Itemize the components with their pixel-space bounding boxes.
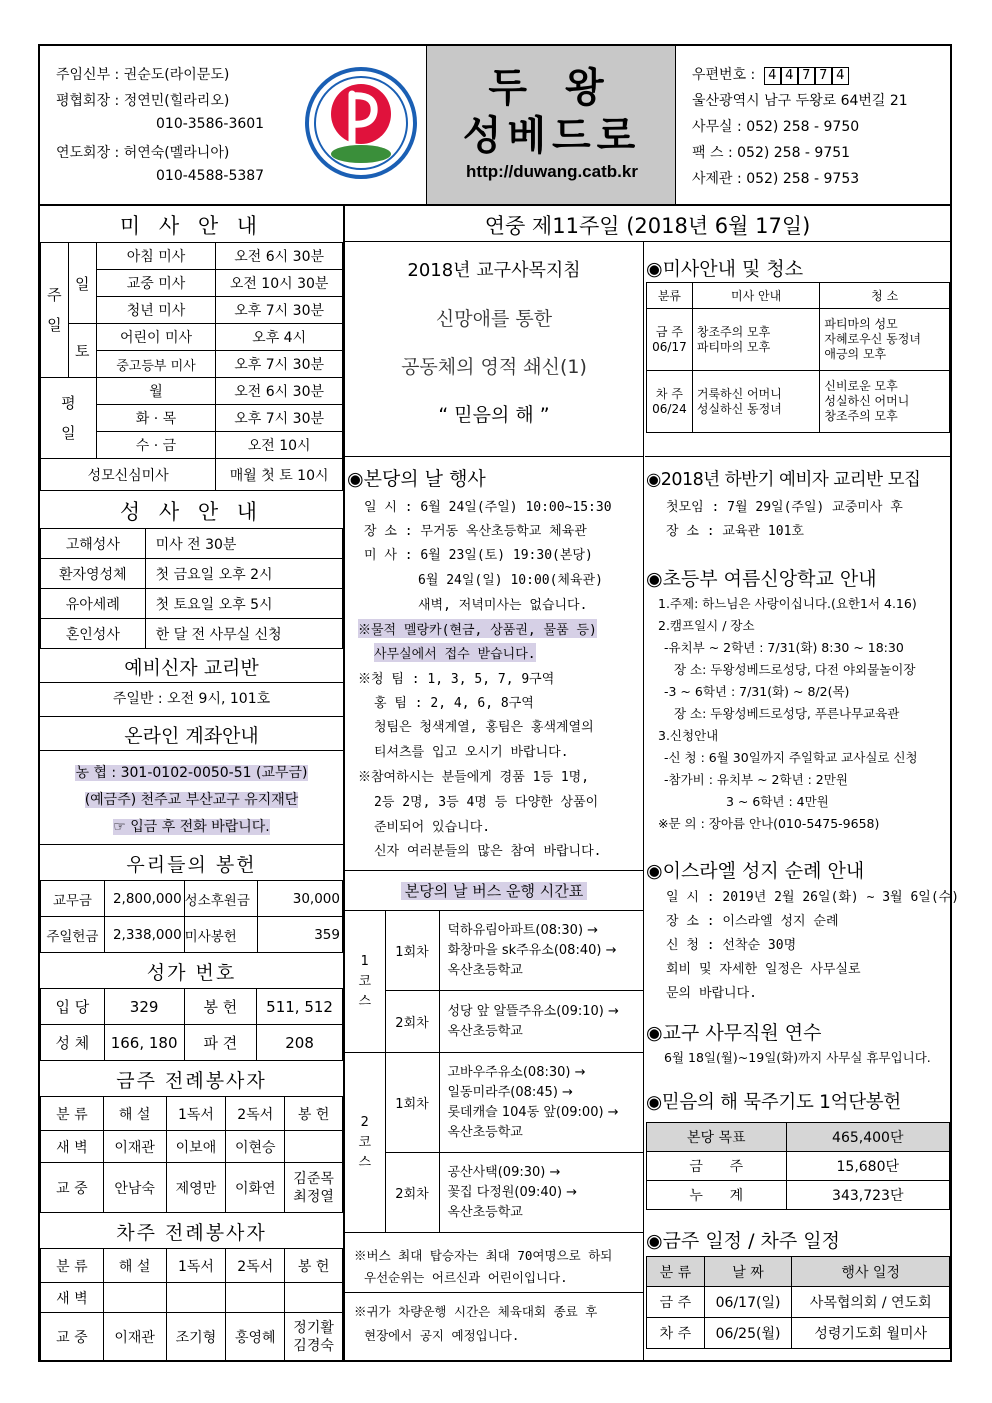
recruit-line: 첫모임 : 7월 29일(주일) 교중미사 후 (666, 500, 903, 515)
hymns-table (40, 988, 343, 1061)
sacraments-table (40, 528, 343, 649)
schedule-cell: 성령기도회 월미사 (792, 1318, 950, 1349)
server-cell: 교 중 (41, 1163, 104, 1213)
mass-clean-header: 청 소 (820, 283, 950, 309)
bus-round: 2회차 (385, 1153, 439, 1233)
server-cell: 교 중 (41, 1313, 104, 1361)
summer-line: 2.캠프일시 / 장소 (658, 618, 755, 633)
mass-name: 아침 미사 (96, 243, 216, 270)
catechumen-text: 주일반 : 오전 9시, 101호 (112, 691, 271, 707)
mass-time: 오전 6시 30분 (216, 378, 343, 405)
bus-note: ※귀가 차량운행 시간은 체육대회 종료 후 (354, 1304, 598, 1319)
summer-school-title: ◉초등부 여름신앙학교 안내 (646, 568, 877, 590)
offering-amount: 2,800,000 (104, 881, 184, 917)
pilgrimage-line: 문의 바랍니다. (666, 986, 758, 1001)
summer-line: -유치부 ~ 2학년 : 7/31(화) 8:30 ~ 18:30 (664, 640, 904, 655)
staff-training-title: ◉교구 사무직원 연수 (646, 1022, 822, 1044)
pastoral-line1: 2018년 교구사목지침 (407, 260, 581, 281)
hymn-number: 208 (257, 1025, 343, 1061)
parish-day-line: ※물적 멜랑카(현금, 상품권, 물품 등) (358, 619, 597, 638)
server-header: 1독서 (166, 1097, 226, 1131)
schedule-header: 날 짜 (704, 1257, 792, 1287)
mass-time: 오후 7시 30분 (216, 405, 343, 432)
mass-clean-clean (820, 309, 950, 371)
parish-day-line: ※청 팀 : 1, 3, 5, 7, 9구역 (358, 672, 555, 687)
bus-stop: 성당 앞 알뜰주유소(09:10) → (447, 1003, 619, 1019)
bus-round: 1회차 (385, 911, 439, 991)
mass-clean-title: ◉미사안내 및 청소 (646, 258, 804, 280)
bus-note: ※버스 최대 탑승자는 최대 70여명으로 하되 (354, 1248, 613, 1263)
server-header: 봉 헌 (285, 1097, 343, 1131)
bus-stop: 옥산초등학교 (447, 962, 523, 978)
account-title: 온라인 계좌안내 (124, 725, 259, 747)
server-cell (103, 1283, 166, 1313)
bus-title (345, 880, 643, 901)
hymn-label: 봉 헌 (184, 989, 257, 1025)
mass-clean-header: 미사 안내 (692, 283, 820, 309)
server-cell: 홍영혜 (226, 1313, 285, 1361)
clean-rosary-group: 애긍의 모후 (824, 347, 887, 361)
bus-table (345, 910, 643, 1233)
server-cell (226, 1283, 285, 1313)
bus-stop: 옥산초등학교 (447, 1023, 523, 1039)
server-header: 1독서 (166, 1249, 226, 1283)
bus-title-text: 본당의 날 버스 운행 시간표 (401, 882, 587, 900)
mass-clean-table (646, 282, 950, 433)
server-cell (285, 1283, 343, 1313)
sunday-il: 일 (68, 243, 96, 324)
pastoral-line3: 공동체의 영적 쇄신(1) (401, 356, 587, 378)
staff-training-text: 6월 18일(월)~19일(화)까지 사무실 휴무입니다. (664, 1050, 931, 1065)
server-cell: 새 벽 (41, 1131, 104, 1163)
server-header: 2독서 (226, 1097, 285, 1131)
sacrament-value: 한 달 전 사무실 신청 (145, 619, 342, 649)
schedule-header: 행사 일정 (792, 1257, 950, 1287)
mass-name: 수 · 금 (96, 432, 216, 459)
sacrament-name: 고해성사 (41, 529, 146, 559)
clean-rosary-group: 자혜로우신 동정녀 (824, 332, 921, 346)
server-header: 봉 헌 (285, 1249, 343, 1283)
parish-day-line: 홍 팀 : 2, 4, 6, 8구역 (374, 696, 534, 711)
server-cell: 조기형 (166, 1313, 226, 1361)
parish-day-line: 준비되어 있습니다. (374, 820, 491, 835)
bus-round: 2회차 (385, 991, 439, 1053)
rosary-value: 343,723단 (786, 1181, 949, 1210)
server-cell (166, 1283, 226, 1313)
server-cell: 안남숙 (103, 1163, 166, 1213)
postal-digit: 7 (798, 67, 815, 85)
sacraments-title: 성 사 안 내 (119, 500, 264, 524)
parish-day-line: 일 시 : 6월 24일(주일) 10:00~15:30 (364, 500, 612, 515)
bus-round: 1회차 (385, 1053, 439, 1153)
mass-rosary-group: 파티마의 모후 (696, 339, 771, 354)
pilgrimage-line: 장 소 : 이스라엘 성지 순례 (666, 914, 839, 929)
mass-name: 월 (96, 378, 216, 405)
mass-clean-clean (820, 371, 950, 433)
pilgrimage-title: ◉이스라엘 성지 순례 안내 (646, 860, 865, 882)
bus-note: 우선순위는 어르신과 어린이입니다. (364, 1270, 568, 1285)
offering-table (40, 880, 343, 953)
server-header: 분 류 (41, 1097, 104, 1131)
hymn-number: 166, 180 (104, 1025, 184, 1061)
sacrament-name: 혼인성사 (41, 619, 146, 649)
parish-day-line: 티셔츠를 입고 오시기 바랍니다. (374, 745, 569, 760)
servers-this-table (40, 1096, 343, 1213)
bus-route (439, 911, 643, 991)
schedule-cell: 금 주 (647, 1287, 705, 1318)
parish-day-line: 장 소 : 무거동 옥산초등학교 체육관 (364, 524, 587, 539)
sacrament-value: 미사 전 30분 (145, 529, 342, 559)
offering-label: 미사봉헌 (184, 917, 257, 953)
sacrament-name: 유아세례 (41, 589, 146, 619)
bus-stop: 공산사택(09:30) → (447, 1164, 561, 1180)
bus-stop: 일동미라주(08:45) → (447, 1084, 573, 1100)
rosary-title: ◉믿음의 해 묵주기도 1억단봉헌 (646, 1092, 901, 1113)
schedule-cell: 사목협의회 / 연도회 (792, 1287, 950, 1318)
mass-rosary-group: 성실하신 동정녀 (696, 401, 782, 416)
offering-amount: 359 (257, 917, 342, 953)
summer-line: 3 ~ 6학년 : 4만원 (726, 794, 829, 809)
schedule-title: ◉금주 일정 / 차주 일정 (646, 1230, 840, 1252)
summer-line: 장 소: 두왕성베드로성당, 다전 야외물놀이장 (674, 662, 916, 677)
servers-next-table (40, 1248, 343, 1361)
server-cell: 정기활 김경숙 (285, 1313, 343, 1361)
parish-day-line: 사무실에서 접수 받습니다. (374, 643, 536, 662)
schedule-table (646, 1256, 950, 1349)
offering-title: 우리들의 봉헌 (126, 854, 257, 876)
parish-day-line: 미 사 : 6월 23일(토) 19:30(본당) (364, 548, 593, 563)
account-holder-text: (예금주) 천주교 부산교구 유지재단 (84, 792, 299, 808)
header (40, 46, 950, 204)
pastoral-line2: 신망애를 통한 (435, 308, 553, 330)
server-cell: 이현승 (226, 1131, 285, 1163)
title-block (426, 46, 676, 204)
bus-stop: 롯데캐슬 104동 앞(09:00) → (447, 1104, 619, 1120)
servers-next-title: 차주 전례봉사자 (116, 1222, 267, 1244)
schedule-cell: 06/25(월) (704, 1318, 792, 1349)
parish-logo (302, 64, 420, 182)
hymn-label: 성 체 (41, 1025, 105, 1061)
server-cell: 이재관 (103, 1313, 166, 1361)
server-header: 해 설 (103, 1097, 166, 1131)
hymn-label: 입 당 (41, 989, 105, 1025)
heart-mass-time: 매월 첫 토 10시 (216, 459, 343, 491)
offering-amount: 30,000 (257, 881, 342, 917)
summer-line: -3 ~ 6학년 : 7/31(화) ~ 8/2(목) (664, 684, 850, 699)
sacrament-name: 환자영성체 (41, 559, 146, 589)
bus-stop: 화창마을 sk주유소(08:40) → (447, 942, 617, 958)
summer-line: -신 청 : 6월 30일까지 주일학교 교사실로 신청 (664, 750, 918, 765)
mass-clean-week: 금 주 06/17 (647, 309, 693, 371)
mass-time: 오후 4시 (216, 324, 343, 351)
offering-label: 교무금 (41, 881, 105, 917)
hymn-number: 329 (104, 989, 184, 1025)
server-header: 해 설 (103, 1249, 166, 1283)
account-note (40, 816, 343, 836)
mass-name: 화 · 목 (96, 405, 216, 432)
mass-guide-title: 미 사 안 내 (119, 214, 264, 238)
schedule-cell: 06/17(일) (704, 1287, 792, 1318)
mass-time: 오전 10시 (216, 432, 343, 459)
bus-stop: 꽃집 다정원(09:40) → (447, 1184, 578, 1200)
bus-note: 현장에서 공지 예정입니다. (364, 1328, 520, 1343)
server-cell: 이화연 (226, 1163, 285, 1213)
mass-name: 어린이 미사 (96, 324, 216, 351)
rectory-phone: 사제관 : 052) 258 - 9753 (692, 171, 860, 187)
rosary-table (646, 1122, 950, 1210)
bus-stop: 덕하유림아파트(08:30) → (447, 922, 599, 938)
account-note-text: ☞ 입금 후 전화 바랍니다. (113, 819, 270, 835)
mass-table (40, 242, 343, 491)
weekday-label: 평 일 (41, 378, 97, 459)
recruit-line: 장 소 : 교육관 101호 (666, 524, 804, 539)
title-duwang: 두 왕 (488, 65, 616, 111)
rosary-label: 누 계 (647, 1181, 787, 1210)
contact-yeondo: 연도회장 : 허연숙(멜라니아) (56, 145, 230, 161)
contact-yeondo-phone: 010-4588-5387 (156, 168, 265, 184)
catechumen-title: 예비신자 교리반 (124, 657, 259, 679)
summer-line: ※문 의 : 장아름 안나(010-5475-9658) (658, 816, 880, 831)
rosary-label: 금 주 (647, 1152, 787, 1181)
server-cell: 김준목 최정열 (285, 1163, 343, 1213)
mass-time: 오후 7시 30분 (216, 351, 343, 378)
pilgrimage-line: 신 청 : 선착순 30명 (666, 938, 797, 953)
bus-stop: 옥산초등학교 (447, 1204, 523, 1220)
server-cell: 새 벽 (41, 1283, 104, 1313)
pilgrimage-line: 회비 및 자세한 일정은 사무실로 (666, 962, 861, 977)
hymn-label: 파 견 (184, 1025, 257, 1061)
contact-council-phone: 010-3586-3601 (156, 116, 265, 132)
week-title: 연중 제11주일 (2018년 6월 17일) (484, 214, 811, 238)
bus-stop: 고바우주유소(08:30) → (447, 1064, 586, 1080)
bus-route (439, 991, 643, 1053)
postal-digit: 7 (815, 67, 832, 85)
catechumen-recruit-title: ◉2018년 하반기 예비자 교리반 모집 (646, 470, 921, 490)
clean-rosary-group: 파티마의 성모 (824, 317, 898, 331)
hymn-number: 511, 512 (257, 989, 343, 1025)
mass-rosary-group: 거룩하신 어머니 (696, 386, 782, 401)
saturday-to: 토 (68, 324, 96, 378)
parish-day-line: ※참여하시는 분들에게 경품 1등 1명, (358, 770, 590, 785)
offering-label: 성소후원금 (184, 881, 257, 917)
clean-rosary-group: 신비로운 모후 (824, 379, 898, 393)
offering-label: 주일헌금 (41, 917, 105, 953)
mass-name: 중고등부 미사 (96, 351, 216, 378)
parish-day-line: 청팀은 청색계열, 홍팀은 홍색계열의 (374, 720, 594, 735)
clean-rosary-group: 성실하신 어머니 (824, 394, 910, 408)
rosary-label: 본당 목표 (647, 1123, 787, 1152)
server-cell: 이재관 (103, 1131, 166, 1163)
account-holder (40, 789, 343, 809)
parish-day-line: 2등 2명, 3등 4명 등 다양한 상품이 (374, 795, 599, 810)
fax: 팩 스 : 052) 258 - 9751 (692, 145, 851, 161)
schedule-cell: 차 주 (647, 1318, 705, 1349)
postal-code: 우편번호 : 4 4 7 7 4 (692, 64, 849, 85)
sacrament-value: 첫 금요일 오후 2시 (145, 559, 342, 589)
contact-council: 평협회장 : 정연민(힐라리오) (56, 93, 230, 109)
office-phone: 사무실 : 052) 258 - 9750 (692, 119, 860, 135)
mass-clean-week: 차 주 06/24 (647, 371, 693, 433)
parish-day-line: 신자 여러분들의 많은 참여 바랍니다. (374, 844, 602, 859)
mass-time: 오전 6시 30분 (216, 243, 343, 270)
summer-line: 장 소: 두왕성베드로성당, 푸른나무교육관 (674, 706, 900, 721)
hymns-title: 성가 번호 (146, 962, 237, 984)
parish-day-line: 새벽, 저녁미사는 없습니다. (418, 598, 588, 613)
mass-rosary-group: 창조주의 모후 (696, 324, 771, 339)
website-url[interactable]: http://duwang.catb.kr (466, 162, 638, 181)
bus-course-2: 2 코 스 (345, 1053, 385, 1233)
server-cell (285, 1131, 343, 1163)
mass-clean-mass (692, 371, 820, 433)
clean-rosary-group: 창조주의 모후 (824, 409, 898, 423)
rosary-value: 15,680단 (786, 1152, 949, 1181)
bus-route (439, 1153, 643, 1233)
mass-name: 교중 미사 (96, 270, 216, 297)
mass-time: 오전 10시 30분 (216, 270, 343, 297)
server-cell: 제영만 (166, 1163, 226, 1213)
parish-day-title: ◉본당의 날 행사 (347, 468, 486, 490)
summer-line: -참가비 : 유치부 ~ 2학년 : 2만원 (664, 772, 848, 787)
summer-line: 1.주제: 하느님은 사랑이십니다.(요한1서 4.16) (658, 596, 917, 611)
server-cell: 이보애 (166, 1131, 226, 1163)
pastoral-line4: “ 믿음의 해 ” (438, 404, 550, 426)
address: 울산광역시 남구 두왕로 64번길 21 (692, 93, 908, 109)
bus-route (439, 1053, 643, 1153)
rosary-value: 465,400단 (786, 1123, 949, 1152)
server-header: 분 류 (41, 1249, 104, 1283)
postal-digit: 4 (781, 67, 798, 85)
account-number-text: 농 협 : 301-0102-0050-51 (교무금) (75, 765, 308, 781)
server-header: 2독서 (226, 1249, 285, 1283)
offering-amount: 2,338,000 (104, 917, 184, 953)
mass-clean-header: 분류 (647, 283, 693, 309)
sunday-label: 주 일 (41, 243, 69, 378)
contact-pastor: 주임신부 : 권순도(라이문도) (56, 67, 230, 83)
sacrament-value: 첫 토요일 오후 5시 (145, 589, 342, 619)
mass-time: 오후 7시 30분 (216, 297, 343, 324)
account-number (40, 762, 343, 782)
servers-this-title: 금주 전례봉사자 (116, 1070, 267, 1092)
pilgrimage-line: 일 시 : 2019년 2월 26일(화) ~ 3월 6일(수) (666, 890, 960, 905)
title-peter: 성베드로 (462, 113, 642, 159)
summer-line: 3.신청안내 (658, 728, 719, 743)
parish-day-line: 6월 24일(일) 10:00(체육관) (418, 573, 603, 588)
postal-digit: 4 (764, 67, 781, 85)
schedule-header: 분 류 (647, 1257, 705, 1287)
mass-clean-mass (692, 309, 820, 371)
mass-name: 청년 미사 (96, 297, 216, 324)
bus-stop: 옥산초등학교 (447, 1124, 523, 1140)
bus-course-1: 1 코 스 (345, 911, 385, 1053)
heart-mass-name: 성모신심미사 (41, 459, 216, 491)
postal-digit: 4 (832, 67, 849, 85)
